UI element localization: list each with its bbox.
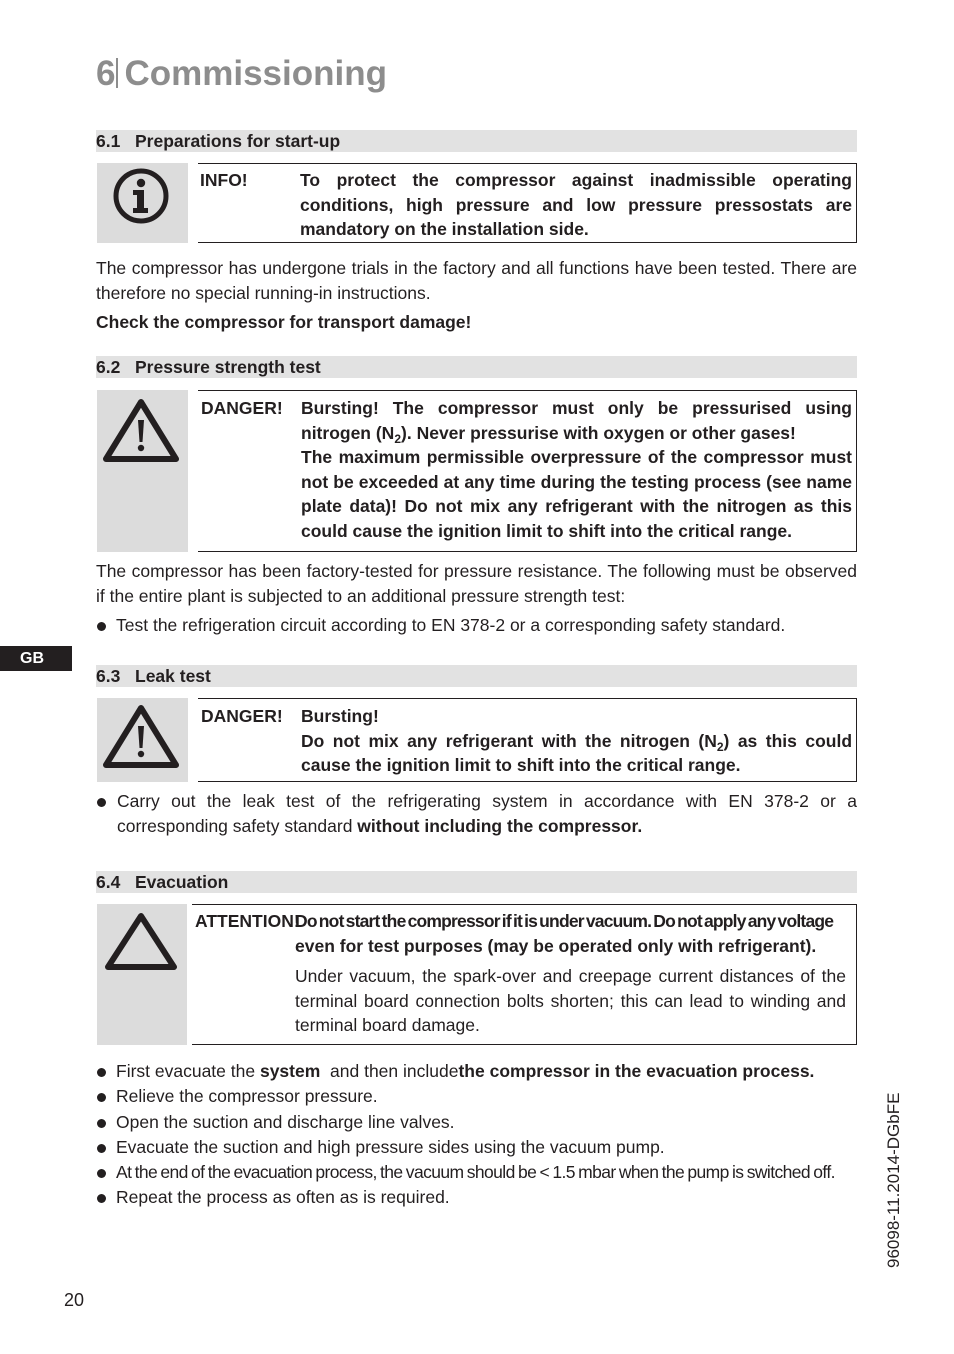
notice-text: Bursting! The compressor must only be pressurised using nitrogen $(N_2)$. Never pressurise with oxygen or other gases! The maximum permissible overpressure of the compressor must not be exceeded at any time during the testing process (see name plate data)! Do not mix any refrigerant with the nitrogen as this could cause the ignition limit to shift into the critical range. (301, 398, 852, 541)
notice-text: To protect the compressor against inadmissible operating conditions, high pressure and low pressure pressostats are mandatory on the installation side. (300, 170, 852, 239)
bullet-list (96, 1059, 864, 1211)
list-item: Relieve the compressor pressure. (96, 1084, 864, 1109)
notice-text: Do not start the compressor if it is under vacuum. Do not apply any voltage even for test purposes (may be operated only with refrigerant). Under vacuum, the spark-over and creepage current distances of the terminal board connection bolts shorten; this can lead to winding and terminal board damage. (295, 911, 846, 1035)
section-title: Leak test (135, 666, 211, 686)
danger-notice (198, 390, 857, 552)
list-item: First evacuate the system and then includethe compressor in the evacuation process. (96, 1059, 864, 1084)
paragraph: The compressor has been factory-tested for pressure resistance. The following must be observed if the entire plant is subjected to an additional pressure strength test: (96, 561, 857, 606)
notice-label: ATTENTION! (195, 911, 300, 931)
attention-notice (192, 904, 857, 1045)
chapter-number: 6 (96, 54, 116, 93)
section-header-6-4: 6.4 Evacuation (96, 871, 857, 893)
info-icon (97, 163, 188, 243)
page-number: 20 (64, 1290, 85, 1310)
notice-label: DANGER! (201, 706, 283, 726)
attention-icon-box (97, 904, 187, 1045)
section-header-6-3: 6.3 Leak test (96, 665, 857, 687)
danger-icon-box (97, 390, 188, 552)
chapter-title: Commissioning (124, 54, 387, 93)
language-tab: GB (0, 646, 72, 671)
section-header-6-2: 6.2 Pressure strength test (96, 356, 857, 378)
attention-triangle-icon (97, 904, 187, 984)
notice-label: DANGER! (201, 398, 283, 418)
danger-warning-icon (97, 698, 188, 782)
bullet-list (96, 789, 864, 840)
section-title: Evacuation (135, 872, 229, 892)
section-title: Pressure strength test (135, 357, 321, 377)
list-item: Test the refrigeration circuit according to EN 378-2 or a corresponding safety standard. (96, 613, 864, 638)
emphasis-text: Check the compressor for transport damage! (96, 312, 472, 332)
bullet-list (96, 613, 864, 638)
list-item: Open the suction and discharge line valves. (96, 1110, 864, 1135)
info-icon-box (97, 163, 188, 243)
info-notice (198, 163, 857, 243)
section-header-6-1: 6.1 Preparations for start-up (96, 130, 857, 152)
list-item: At the end of the evacuation process, the vacuum should be < 1.5 mbar when the pump is switched off. (96, 1160, 864, 1185)
paragraph: The compressor has undergone trials in the factory and all functions have been tested. There are therefore no special running-in instructions. (96, 258, 857, 303)
section-title: Preparations for start-up (135, 131, 341, 151)
list-item: Carry out the leak test of the refrigerating system in accordance with EN 378-2 or a corresponding safety standard without including the compressor. (96, 789, 857, 840)
chapter-separator (116, 58, 118, 88)
chapter-heading (96, 54, 387, 94)
danger-warning-icon (97, 390, 188, 480)
list-item: Evacuate the suction and high pressure sides using the vacuum pump. (96, 1135, 864, 1160)
danger-icon-box (97, 698, 188, 782)
danger-notice (198, 698, 857, 782)
list-item: Repeat the process as often as is required. (96, 1185, 864, 1210)
notice-text: Bursting! Do not mix any refrigerant with the nitrogen $(N_2)$ as this could cause the ignition limit to shift into the critical range. (301, 706, 853, 775)
notice-label: INFO! (200, 170, 248, 190)
